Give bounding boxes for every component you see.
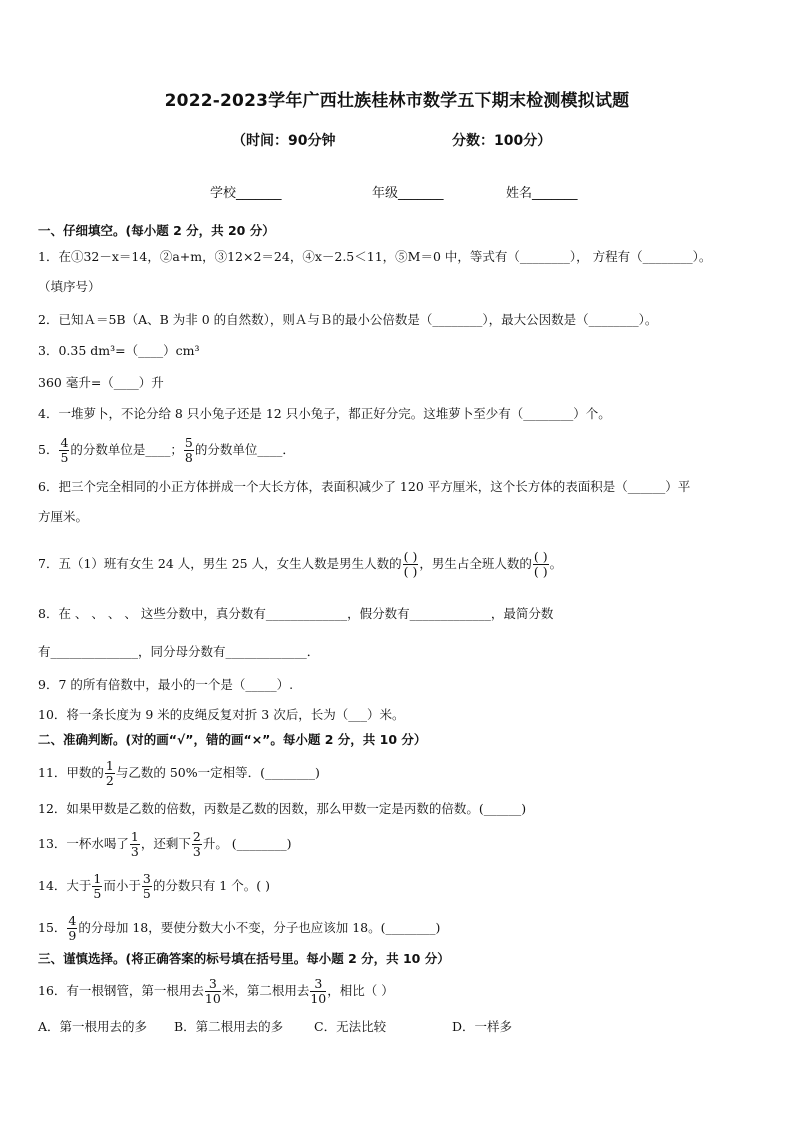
question-9: 9．7 的所有倍数中，最小的一个是（_____）. xyxy=(38,677,294,692)
q13-suffix: 升。 (________) xyxy=(202,836,292,851)
q13-middle: ，还剩下 xyxy=(140,836,191,851)
q15-suffix: 的分母加 18，要使分数大小不变，分子也应该加 18。(________) xyxy=(78,920,441,935)
fraction: $\frac{5}{8}$ xyxy=(184,434,193,465)
question-16-options xyxy=(38,1018,758,1036)
answer-fraction-blank[interactable]: $\frac{( )}{( )}$ xyxy=(533,548,548,579)
section2-heading: 二、准确判断。(对的画“√”，错的画“×”。每小题 2 分，共 10 分） xyxy=(38,732,427,747)
q16-suffix: ，相比（ ） xyxy=(327,983,394,998)
question-14 xyxy=(38,867,270,905)
question-15 xyxy=(38,909,440,947)
q7-middle: ，男生占全班人数的 xyxy=(419,556,532,571)
q11-suffix: 与乙数的 50%一定相等．(________) xyxy=(115,765,320,780)
fraction: $\frac{2}{3}$ xyxy=(192,828,201,859)
q5-middle: 的分数单位是____； xyxy=(70,442,183,457)
question-3a: 3．0.35 dm³=（____）cm³ xyxy=(38,343,200,358)
fraction: $\frac{1}{3}$ xyxy=(130,828,139,859)
school-field[interactable]: 学校_______ xyxy=(210,186,282,201)
fraction: $\frac{3}{10}$ xyxy=(204,975,221,1006)
q16-prefix: 16．有一根钢管，第一根用去 xyxy=(38,983,204,998)
q7-prefix: 7．五（1）班有女生 24 人，男生 25 人，女生人数是男生人数的 xyxy=(38,556,402,571)
question-13 xyxy=(38,825,292,863)
option-c[interactable]: C．无法比较 xyxy=(314,1019,387,1034)
question-1: 1．在①32－x＝14，②a+m，③12×2＝24，④x－2.5＜11，⑤M＝0 中，等式有（________）， 方程有（________）。 xyxy=(38,249,712,264)
question-6-cont: 方厘米。 xyxy=(38,509,89,524)
q11-prefix: 11．甲数的 xyxy=(38,765,104,780)
exam-title: 2022-2023学年广西壮族桂林市数学五下期末检测模拟试题 xyxy=(164,91,630,111)
fraction: $\frac{1}{5}$ xyxy=(93,870,102,901)
question-11 xyxy=(38,754,320,792)
q7-suffix: 。 xyxy=(549,556,563,571)
q14-prefix: 14．大于 xyxy=(38,878,92,893)
question-8-cont: 有______________，同分母分数有_____________． xyxy=(38,644,320,659)
question-4: 4．一堆萝卜，不论分给 8 只小兔子还是 12 只小兔子，都正好分完。这堆萝卜至少有（________）个。 xyxy=(38,406,611,421)
question-10: 10．将一条长度为 9 米的皮绳反复对折 3 次后，长为（___）米。 xyxy=(38,707,405,722)
option-b[interactable]: B．第二根用去的多 xyxy=(174,1019,284,1034)
question-16 xyxy=(38,972,394,1010)
q14-suffix: 的分数只有 1 个。( ) xyxy=(152,878,270,893)
q5-prefix: 5． xyxy=(38,442,59,457)
score-label: 分数：100分） xyxy=(452,133,552,149)
fraction: $\frac{3}{5}$ xyxy=(142,870,151,901)
option-a[interactable]: A．第一根用去的多 xyxy=(38,1019,148,1034)
question-6: 6．把三个完全相同的小正方体拼成一个大长方体，表面积减少了 120 平方厘米，这个长方体的表面积是（______）平 xyxy=(38,479,691,494)
question-12: 12．如果甲数是乙数的倍数，丙数是乙数的因数，那么甲数一定是丙数的倍数。(______) xyxy=(38,801,527,816)
section3-heading: 三、谨慎选择。(将正确答案的标号填在括号里。每小题 2 分，共 10 分） xyxy=(38,951,450,966)
fraction: $\frac{1}{2}$ xyxy=(105,757,114,788)
fraction: $\frac{4}{9}$ xyxy=(68,912,77,943)
answer-fraction-blank[interactable]: $\frac{( )}{( )}$ xyxy=(403,548,418,579)
question-3b: 360 毫升=（____）升 xyxy=(38,375,164,390)
fraction: $\frac{3}{10}$ xyxy=(310,975,327,1006)
question-1-note: （填序号） xyxy=(38,279,101,294)
q16-middle: 米，第二根用去 xyxy=(221,983,310,998)
question-8: 8．在 、 、 、 、 这些分数中，真分数有_____________，假分数有_____________，最简分数 xyxy=(38,606,554,621)
question-7 xyxy=(38,544,562,584)
q5-suffix: 的分数单位____． xyxy=(194,442,295,457)
q13-prefix: 13．一杯水喝了 xyxy=(38,836,129,851)
fraction: $\frac{4}{5}$ xyxy=(60,434,69,465)
name-field[interactable]: 姓名_______ xyxy=(506,186,578,201)
grade-field[interactable]: 年级_______ xyxy=(372,186,444,201)
q14-middle: 而小于 xyxy=(103,878,141,893)
option-d[interactable]: D．一样多 xyxy=(452,1019,513,1034)
q15-prefix: 15． xyxy=(38,920,67,935)
time-label: （时间：90分钟 xyxy=(232,133,336,149)
question-5 xyxy=(38,432,295,468)
section1-heading: 一、仔细填空。(每小题 2 分，共 20 分） xyxy=(38,223,275,238)
question-2: 2．已知Ａ＝5B（A、B 为非 0 的自然数），则Ａ与Ｂ的最小公倍数是（________），最大公因数是（________）。 xyxy=(38,312,658,327)
